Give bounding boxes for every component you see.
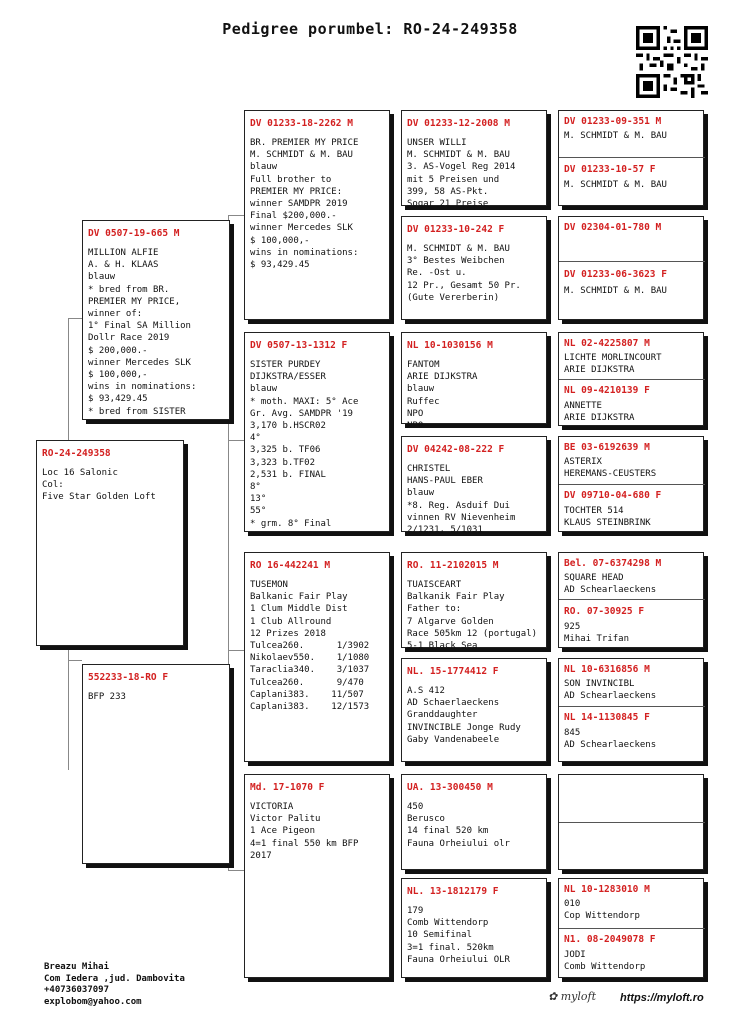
pigeon-pair-box [558,110,704,206]
pigeon-card-ff[interactable] [244,110,390,320]
connector-line [228,440,244,441]
pigeon-details: ANNETTE ARIE DIJKSTRA [564,401,635,424]
qr-code-icon [636,26,708,98]
pigeon-details: BR. PREMIER MY PRICE M. SCHMIDT & M. BAU blauw Full brother to PREMIER MY PRICE: winner SAMDPR 2019 Final $200,000.- winner Mercedes SLK $ 100,000,- wins in nominations: $ 93,429.45 [250,138,359,271]
pair-divider [559,822,705,823]
pigeon-details: A.S 412 AD Schaerlaeckens Granddaughter INVINCIBLE Jonge Rudy Gaby Vandenabeele [407,686,521,745]
pigeon-details: 450 Berusco 14 final 520 km Fauna Orheiului olr [407,802,510,849]
ring-number: NL 10-1030156 M [407,340,493,351]
pigeon-pair-box [558,332,704,426]
pigeon-pair-box [558,552,704,648]
ring-number: DV 01233-10-242 F [407,224,505,235]
page-title: Pedigree porumbel: RO-24-249358 [222,20,518,38]
ring-number: N1. 08-2049078 F [564,934,656,945]
connector-line [228,870,244,871]
owner-contact: Breazu Mihai Com Iedera ,jud. Dambovita +40736037097 explobom@yahoo.com [44,962,185,1007]
ring-number: DV 0507-13-1312 F [250,340,348,351]
bird-icon: ✿ [548,990,558,1003]
pair-divider [559,599,705,600]
ring-number: DV 01233-09-351 M [564,116,662,127]
ring-number: DV 01233-10-57 F [564,164,656,175]
ring-number: RO 16-442241 M [250,560,331,571]
pigeon-card-mf[interactable] [244,552,390,762]
pigeon-details: 010 Cop Wittendorp [564,899,640,922]
pigeon-pair-box [558,774,704,870]
pigeon-details: FANTOM ARIE DIJKSTRA blauw Ruffec NPO NPO [407,360,478,432]
pigeon-details: TUAISCEART Balkanik Fair Play Father to: 7 Algarve Golden Race 505km 12 (portugal) 5-1 Black Sea [407,580,538,652]
pigeon-card-mm[interactable] [244,774,390,978]
ring-number: DV 02304-01-780 M [564,222,662,233]
connector-line [68,318,82,319]
pair-divider [559,706,705,707]
ring-number: NL 09-4210139 F [564,385,650,396]
pigeon-card-mother[interactable] [82,664,230,864]
pigeon-details: TOCHTER 514 KLAUS STEINBRINK [564,506,651,529]
pigeon-details: 845 AD Schearlaeckens [564,728,657,751]
myloft-logo [548,990,596,1003]
pigeon-card-mfm[interactable] [401,658,547,762]
ring-number: DV 01233-12-2008 M [407,118,510,129]
ring-number: 552233-18-RO F [88,672,169,683]
pigeon-details: BFP 233 [88,692,126,702]
connector-line [228,650,244,651]
website-link[interactable]: https://myloft.ro [620,992,704,1004]
ring-number: Md. 17-1070 F [250,782,325,793]
ring-number: BE 03-6192639 M [564,442,650,453]
pigeon-pair-box [558,658,704,762]
pigeon-card-fff[interactable] [401,110,547,210]
pigeon-details: SISTER PURDEY DIJKSTRA/ESSER blauw * moth. MAXI: 5° Ace Gr. Avg. SAMDPR '19 3,170 b.HSCR02 4° 3,325 b. TF06 3,323 b.TF02 2,531 b. FINAL 8° 13° 55° * grm. 8° Final [250,360,359,529]
pigeon-card-mmf[interactable] [401,774,547,870]
pair-divider [559,484,705,485]
pigeon-details: VICTORIA Victor Palitu 1 Ace Pigeon 4=1 final 550 km BFP 2017 [250,802,359,861]
pigeon-card-fmm[interactable] [401,436,547,536]
ring-number: DV 09710-04-680 F [564,490,662,501]
pigeon-details: 179 Comb Wittendorp 10 Semifinal 3=1 final. 520km Fauna Orheiului OLR [407,906,510,965]
pigeon-details: JODI Comb Wittendorp [564,950,646,973]
pigeon-card-mmm[interactable] [401,878,547,978]
pigeon-card-fm[interactable] [244,332,390,532]
ring-number: DV 04242-08-222 F [407,444,505,455]
pair-divider [559,157,705,158]
pigeon-card-fmf[interactable] [401,332,547,432]
ring-number: DV 01233-18-2262 M [250,118,353,129]
pigeon-pair-box [558,878,704,978]
pair-divider [559,379,705,380]
pigeon-details: Loc 16 Salonic Col: Five Star Golden Loft [42,468,156,503]
pigeon-card-mff[interactable] [401,552,547,652]
pigeon-card-ffm[interactable] [401,216,547,320]
pigeon-details: M. SCHMIDT & M. BAU [564,131,667,141]
ring-number: DV 01233-06-3623 F [564,269,667,280]
ring-number: Bel. 07-6374298 M [564,558,662,569]
pigeon-details: M. SCHMIDT & M. BAU [564,180,667,190]
pigeon-pair-box [558,216,704,320]
pigeon-details: TUSEMON Balkanic Fair Play 1 Clum Middle Dist 1 Club Allround 12 Prizes 2018 Tulcea260. 1/3902 Nikolaev550. 1/1080 Taraclia340. 3/1037 Tulcea260. 9/470 Caplani383. 11/507 Caplani383. 12/1573 [250,580,370,713]
pigeon-details: SQUARE HEAD AD Schearlaeckens [564,573,657,596]
pigeon-details: MILLION ALFIE A. & H. KLAAS blauw * bred from BR. PREMIER MY PRICE, winner of: 1° Final SA Million Dollr Race 2019 $ 200,000.- winner Mercedes SLK $ 100,000,- wins in nominations: $ 93,429.45 * bred from SISTER [88,248,197,417]
pigeon-pair-box [558,436,704,532]
pigeon-details: LICHTE MORLINCOURT ARIE DIJKSTRA [564,353,662,376]
ring-number: UA. 13-300450 M [407,782,493,793]
pigeon-details: 925 Mihai Trifan [564,622,630,645]
pigeon-details: UNSER WILLI M. SCHMIDT & M. BAU 3. AS-Vogel Reg 2014 mit 5 Preisen und 399, 58 AS-Pkt. Sogar 21 Preise [407,138,516,210]
ring-number: NL 02-4225807 M [564,338,650,349]
connector-line [68,660,82,661]
logo-text: myloft [560,990,596,1003]
pair-divider [559,261,705,262]
ring-number: NL 10-1283010 M [564,884,650,895]
ring-number: DV 0507-19-665 M [88,228,180,239]
ring-number: NL. 15-1774412 F [407,666,499,677]
ring-number: NL 10-6316856 M [564,664,650,675]
ring-number: RO. 11-2102015 M [407,560,499,571]
pigeon-details: M. SCHMIDT & M. BAU 3° Bestes Weibchen Re. -Ost u. 12 Pr., Gesamt 50 Pr. (Gute Vererberin) [407,244,521,303]
pigeon-details: ASTERIX HEREMANS-CEUSTERS [564,457,657,480]
ring-number: NL 14-1130845 F [564,712,650,723]
ring-number: RO-24-249358 [42,448,111,459]
ring-number: NL. 13-1812179 F [407,886,499,897]
connector-line [228,215,244,216]
ring-number: RO. 07-30925 F [564,606,645,617]
pigeon-card-subject[interactable] [36,440,184,646]
pigeon-details: SON INVINCIBL AD Schearlaeckens [564,679,657,702]
pigeon-card-father[interactable] [82,220,230,420]
pigeon-details: CHRISTEL HANS-PAUL EBER blauw *8. Reg. Asduif Dui vinnen RV Nievenheim 2/1231, 5/1031 [407,464,516,536]
pair-divider [559,928,705,929]
pigeon-details: M. SCHMIDT & M. BAU [564,286,667,296]
